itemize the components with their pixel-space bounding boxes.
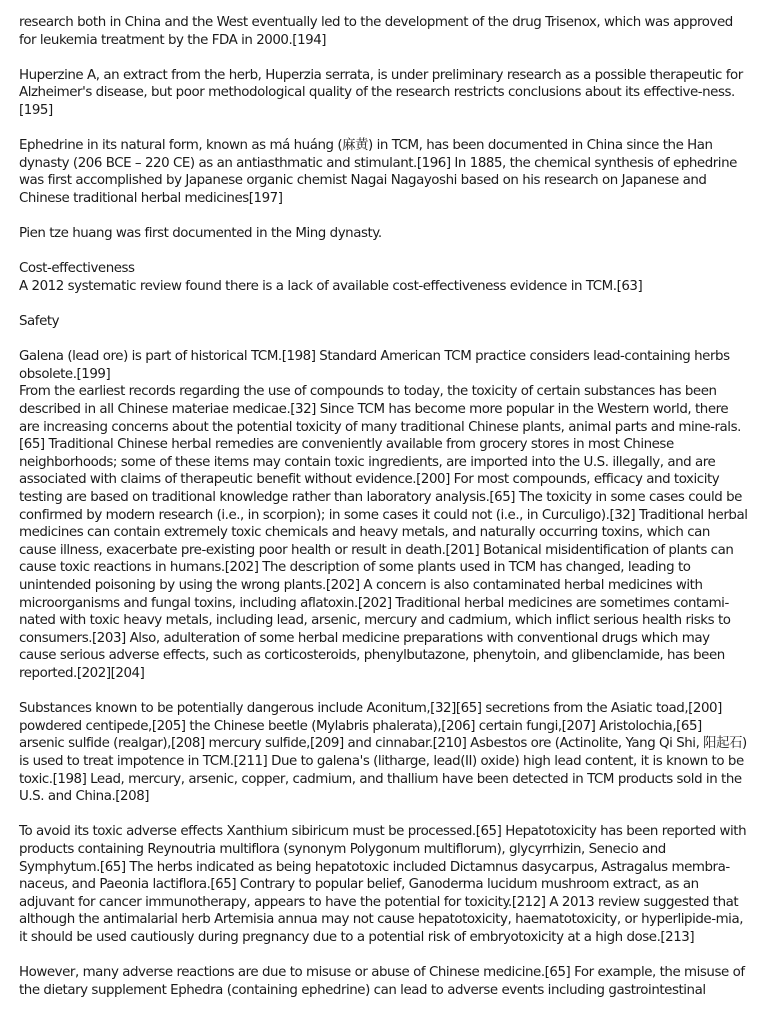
paragraph-toxicity: From the earliest records regarding the use of compounds to today, the toxicity of certain substances has been described in all Chinese materiae medicae.[32] Since TCM has become more popular in the Western world, there are increasing concerns about the potential toxicity of many traditional Chinese plants, animal parts and mine-rals.[65] Traditional Chinese herbal remedies are conveniently available from grocery stores in most Chinese neighborhoods; some of these items may contain toxic ingredients, are imported into the U.S. illegally, and are associated with claims of therapeutic benefit without evidence.[200] For most compounds, efficacy and toxicity testing are based on traditional knowledge rather than laboratory analysis.[65] The toxicity in some cases could be confirmed by modern research (i.e., in scorpion); in some cases it could not (i.e., in Curculigo).[32] Traditional herbal medicines can contain extremely toxic chemicals and heavy metals, and naturally occurring toxins, which can cause illness, exacerbate pre-existing poor health or result in death.[201] Botanical misidentification of plants can cause toxic reactions in humans.[202] The description of some plants used in TCM has changed, leading to unintended poisoning by using the wrong plants.[202] A concern is also contaminated herbal medicines with microorganisms and fungal toxins, including aflatoxin.[202] Traditional herbal medicines are sometimes contami-nated with toxic heavy metals, including lead, arsenic, mercury and cadmium, which inflict serious health risks to consumers.[203] Also, adulteration of some herbal medicine preparations with conventional drugs which may cause serious adverse effects, such as corticosteroids, phenylbutazone, phenytoin, and glibenclamide, has been reported.[202][204]: [19, 384, 748, 681]
paragraph-ephedrine: Ephedrine in its natural form, known as má huáng (麻黄) in TCM, has been documented in China since the Han dynasty (206 BCE – 220 CE) as an antiasthmatic and stimulant.[196] In 1885, the chemical synthesis of ephedrine was first accomplished by Japanese organic chemist Nagai Nagayoshi based on his research on Japanese and Chinese traditional herbal medicines[197]: [19, 138, 737, 206]
section-heading-safety: Safety: [19, 314, 60, 330]
paragraph-huperzine: Huperzine A, an extract from the herb, Huperzia serrata, is under preliminary research as a possible therapeutic for Alzheimer's disease, but poor methodological quality of the research restricts conclusions about its effective-ness.[195]: [19, 67, 743, 118]
paragraph-trisenox: research both in China and the West eventually led to the development of the drug Trisenox, which was approved for leukemia treatment by the FDA in 2000.[194]: [19, 15, 733, 48]
paragraph-dangerous-substances: Substances known to be potentially dangerous include Aconitum,[32][65] secretions from the Asiatic toad,[200] powdered centipede,[205] the Chinese beetle (Mylabris phalerata),[206] certain fungi,[207] Aristolochia,[65] arsenic sulfide (realgar),[208] mercury sulfide,[209] and cinnabar.[210] Asbestos ore (Actinolite, Yang Qi Shi, 阳起石) is used to treat impotence in TCM.[211] Due to galena's (litharge, lead(II) oxide) high lead content, it is known to be toxic.[198] Lead, mercury, arsenic, copper, cadmium, and thallium have been detected in TCM products sold in the U.S. and China.[208]: [19, 701, 747, 805]
paragraph-hepatotoxicity: To avoid its toxic adverse effects Xanthium sibiricum must be processed.[65] Hepatotoxicity has been reported with products containing Reynoutria multiflora (synonym Polygonum multiflorum), glycyrrhizin, Senecio and Symphytum.[65] The herbs indicated as being hepatotoxic included Dictamnus dasycarpus, Astragalus membra-naceus, and Paeonia lactiflora.[65] Contrary to popular belief, Ganoderma lucidum mushroom extract, as an adjuvant for cancer immunotherapy, appears to have the potential for toxicity.[212] A 2013 review suggested that although the antimalarial herb Artemisia annua may not cause hepatotoxicity, haematotoxicity, or hyperlipide-mia, it should be used cautiously during pregnancy due to a potential risk of embryotoxicity at a high dose.[213]: [19, 824, 747, 945]
paragraph-misuse: However, many adverse reactions are due to misuse or abuse of Chinese medicine.[65] For example, the misuse of the dietary supplement Ephedra (containing ephedrine) can lead to adverse events including gastrointestinal: [19, 965, 745, 998]
paragraph-cost-effectiveness: A 2012 systematic review found there is a lack of available cost-effectiveness evidence in TCM.[63]: [19, 278, 643, 294]
paragraph-galena: Galena (lead ore) is part of historical TCM.[198] Standard American TCM practice considers lead-containing herbs obsolete.[199]: [19, 349, 730, 382]
paragraph-pien-tze-huang: Pien tze huang was first documented in the Ming dynasty.: [19, 226, 382, 242]
section-heading-cost-effectiveness: Cost-effectiveness: [19, 261, 135, 277]
